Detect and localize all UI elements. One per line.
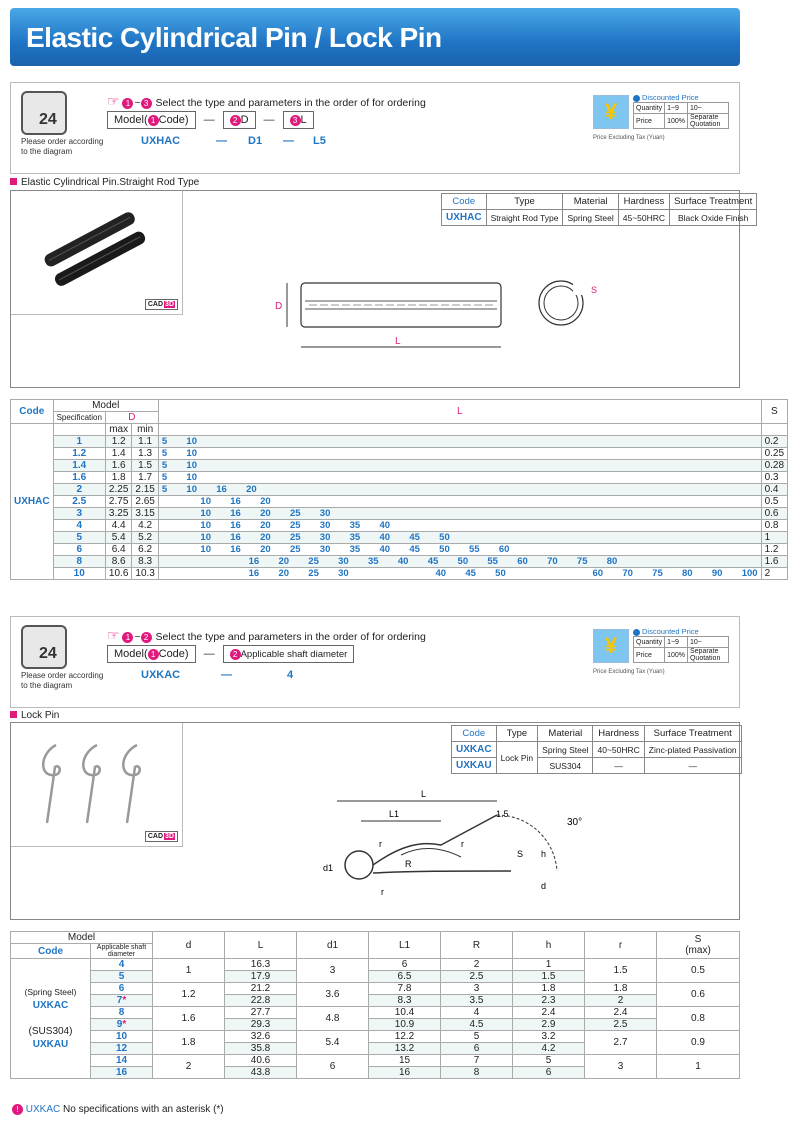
svg-text:S: S bbox=[517, 849, 524, 859]
page-title: Elastic Cylindrical Pin / Lock Pin bbox=[26, 22, 442, 53]
cad-badge-2[interactable]: CAD 3D bbox=[145, 831, 178, 842]
svg-text:r: r bbox=[381, 887, 384, 897]
svg-text:r: r bbox=[461, 839, 464, 849]
svg-text:S: S bbox=[591, 285, 598, 295]
svg-text:R: R bbox=[405, 859, 412, 869]
lock-pin-drawing bbox=[301, 785, 601, 915]
straight-pin-photo bbox=[11, 191, 183, 315]
lockpin-photo-drawing bbox=[11, 723, 183, 847]
pointing-hand-icon: ☞ bbox=[107, 93, 120, 109]
svg-text:h: h bbox=[541, 849, 547, 859]
please-order-note: Please order according to the diagram bbox=[21, 137, 104, 156]
svg-text:d: d bbox=[541, 881, 547, 891]
lock-pin-photo bbox=[11, 723, 183, 847]
spec-table-lockpin: Code Type Material Hardness Surface Treatment UXKAC Lock Pin Spring Steel 40~50HRC Zinc-plated Passivation UXKAU SUS304 — — bbox=[451, 725, 742, 774]
lock-pin-table: Model d L d1 L1 R h r S (max) Code Applicable shaft diameter (Spring Steel) UXKAC (SUS304) UXKAU 4 1 16.3 3 6 2 1 1.5 0.5 5 17.9 6.5 2.5 1.5 6 1.2 21.2 3.6 7.8 3 1.8 1.8 0.6 7* 22.8 8.3 3.5 2.3 2 8 1.6 27.7 4.8 10.4 4 2.4 2.4 0.8 9* 29.3 10.9 4.5 2.9 2.5 10 1.8 32.6 5.4 12.2 5 3.2 2.7 0.9 12 35.8 13.2 6 4.2 14 2 40.6 6 15 7 5 3 1 16 43.8 16 8 6 bbox=[10, 931, 740, 1079]
section-heading-lockpin: Lock Pin bbox=[10, 710, 59, 721]
order-format-2: Model( 1 Code) — 2 Applicable shaft diameter bbox=[107, 645, 354, 663]
order-block-1: 24 Please order according to the diagram ☞ 1 ~ 3 Select the type and parameters in the order of for ordering Model( 1 Code) — 2 D — 3 L UXHAC — D1 — L5 ¥ Discounted Price Quantity 1~9 10~ Price 100% Separate Quotation Price Excluding Tax (Yuan) bbox=[10, 82, 740, 174]
page-title-banner bbox=[10, 8, 740, 66]
order-code-value: UXHAC bbox=[141, 135, 181, 147]
order-instruction: ☞ 1 ~ 3 Select the type and parameters in the order of for ordering bbox=[107, 93, 426, 109]
yen-icon: ¥ bbox=[593, 95, 629, 129]
l-box: 3 L bbox=[283, 111, 314, 129]
order2-shaft-value: 4 bbox=[287, 669, 294, 681]
svg-text:r: r bbox=[379, 839, 382, 849]
discount-panel: ¥ Discounted Price Quantity 1~9 10~ Price 100% Separate Quotation Price Excluding Tax (Yuan) bbox=[593, 93, 729, 145]
code-uxhac: UXHAC bbox=[11, 424, 54, 580]
cad-badge[interactable]: CAD 3D bbox=[145, 299, 178, 310]
pointing-hand-icon-2: ☞ bbox=[107, 627, 120, 643]
order-block-2: 24 Please order according to the diagram ☞ 1 ~ 2 Select the type and parameters in the order of for ordering Model( 1 Code) — 2 Applicable shaft diameter UXKAC — 4 ¥ Discounted Price Quantity 1~9 10~ Price 100% Separate Quotation Price Excluding Tax (Yuan) bbox=[10, 616, 740, 708]
order-d-value: D1 bbox=[248, 135, 263, 147]
phone-icon-2: 24 bbox=[21, 625, 67, 669]
order2-code-value: UXKAC bbox=[141, 669, 181, 681]
order-l-value: L5 bbox=[313, 135, 326, 147]
svg-text:1.5: 1.5 bbox=[496, 809, 509, 819]
svg-text:30°: 30° bbox=[567, 817, 583, 828]
d-box: 2 D bbox=[223, 111, 256, 129]
svg-text:L: L bbox=[395, 336, 401, 347]
model-code-box: Model( 1 Code) bbox=[107, 111, 196, 129]
phone-icon: 24 bbox=[21, 91, 67, 135]
footnote: ! UXKAC No specifications with an asterisk (*) bbox=[12, 1104, 224, 1115]
straight-pin-table: Code Model L S Specification D UXHAC max min 1 1.2 1.1 5 10 0.2 1.2 1.4 1.3 5 10 0.25 1.4 1.6 1.5 5 10 0.28 1.6 1.8 1.7 5 10 0.3 2 2.25 2.15 5 10 16 20 0.4 2.5 2.75 2.65 10 16 20 0.5 3 3.25 3.15 10 16 20 25 30 0.6 4 4.4 4.2 10 16 20 25 30 35 40 0.8 5 5.4 5.2 10 16 20 25 30 35 40 45 50 1 6 6.4 6.2 10 16 20 25 30 35 40 45 50 55 60 1.2 8 8.6 8.3 16 20 25 30 35 40 45 50 55 60 70 75 80 1.6 10 10.6 10.3 16 20 25 30 40 45 50 60 70 75 80 90 100 2 bbox=[10, 399, 788, 580]
pin-photo-drawing bbox=[11, 191, 183, 315]
discount-panel-2: ¥ Discounted Price Quantity 1~9 10~ Price 100% Separate Quotation Price Excluding Tax (Yuan) bbox=[593, 627, 729, 679]
svg-text:L: L bbox=[421, 789, 427, 799]
svg-text:D: D bbox=[275, 301, 283, 312]
straight-pin-drawing bbox=[261, 261, 601, 361]
svg-text:d1: d1 bbox=[323, 863, 334, 873]
order-format: Model( 1 Code) — 2 D — 3 L bbox=[107, 111, 314, 129]
lock-pin-figure bbox=[10, 722, 740, 920]
yen-icon-2: ¥ bbox=[593, 629, 629, 663]
svg-text:L1: L1 bbox=[389, 809, 400, 819]
section-heading-straight: Elastic Cylindrical Pin.Straight Rod Type bbox=[10, 177, 199, 188]
spec-table-straight: Code Type Material Hardness Surface Treatment UXHAC Straight Rod Type Spring Steel 45~50HRC Black Oxide Finish bbox=[441, 193, 757, 226]
straight-pin-figure bbox=[10, 190, 753, 388]
